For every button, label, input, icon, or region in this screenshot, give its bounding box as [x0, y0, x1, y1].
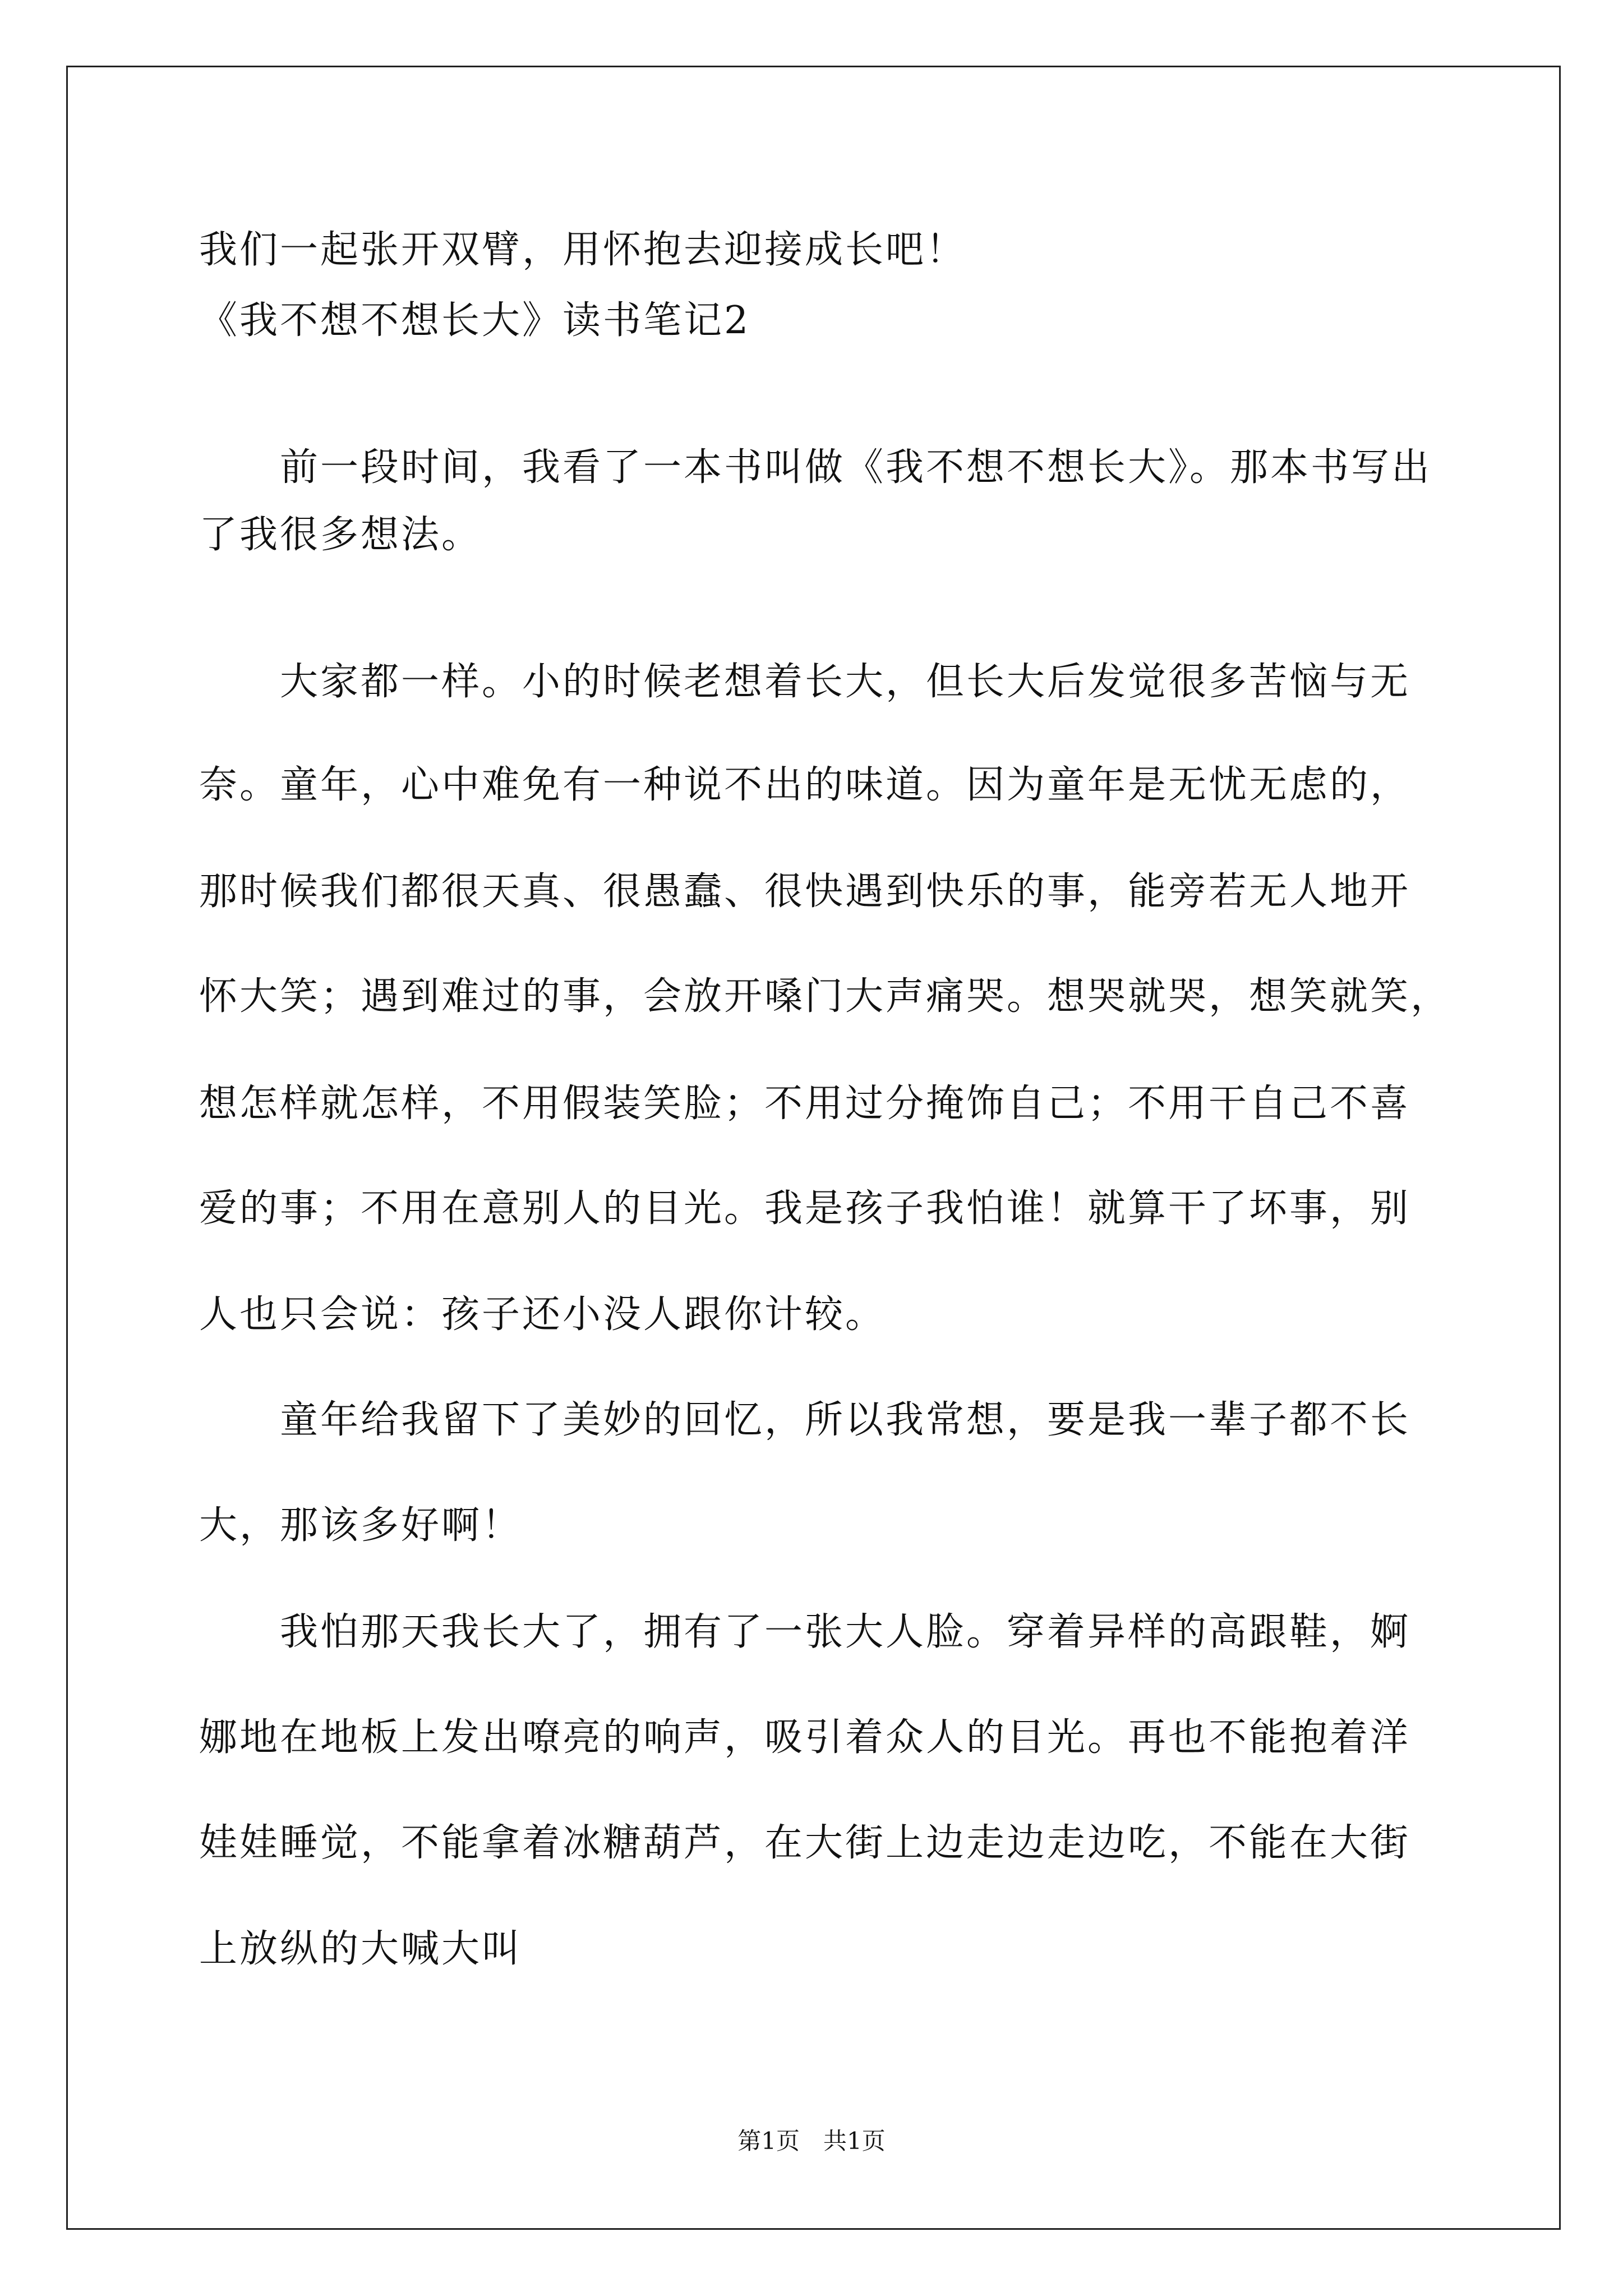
text-line: 怀大笑；遇到难过的事，会放开嗓门大声痛哭。想哭就哭，想笑就笑，: [199, 974, 1451, 1019]
text-line: 了我很多想法。: [199, 513, 482, 557]
text-line: 大家都一样。小的时候老想着长大，但长大后发觉很多苦恼与无: [199, 660, 1411, 704]
text-line: 我们一起张开双臂，用怀抱去迎接成长吧！: [199, 228, 967, 272]
text-line: 想怎样就怎样，不用假装笑脸；不用过分掩饰自己；不用干自己不喜: [199, 1082, 1411, 1126]
text-line: 奈。童年，心中难免有一种说不出的味道。因为童年是无忧无虑的，: [199, 763, 1411, 807]
page-footer: 第1页 共1页: [737, 2127, 886, 2155]
text-line: 那时候我们都很天真、很愚蠢、很快遇到快乐的事，能旁若无人地开: [199, 869, 1411, 914]
text-line: 上放纵的大喊大叫: [199, 1927, 523, 1971]
page-border: [66, 66, 1561, 2230]
text-line: 童年给我留下了美妙的回忆，所以我常想，要是我一辈子都不长: [199, 1398, 1411, 1442]
text-line: 大，那该多好啊！: [199, 1503, 523, 1548]
text-line: 我怕那天我长大了，拥有了一张大人脸。穿着异样的高跟鞋，婀: [199, 1610, 1411, 1654]
text-line: 爱的事；不用在意别人的目光。我是孩子我怕谁！就算干了坏事，别: [199, 1186, 1411, 1231]
text-line: 前一段时间，我看了一本书叫做《我不想不想长大》。那本书写出: [199, 445, 1432, 490]
text-line: 娜地在地板上发出嘹亮的响声，吸引着众人的目光。再也不能抱着洋: [199, 1715, 1411, 1760]
section-heading: 《我不想不想长大》读书笔记2: [199, 298, 751, 343]
text-line: 人也只会说：孩子还小没人跟你计较。: [199, 1292, 886, 1337]
text-line: 娃娃睡觉，不能拿着冰糖葫芦，在大街上边走边走边吃，不能在大街: [199, 1821, 1411, 1865]
